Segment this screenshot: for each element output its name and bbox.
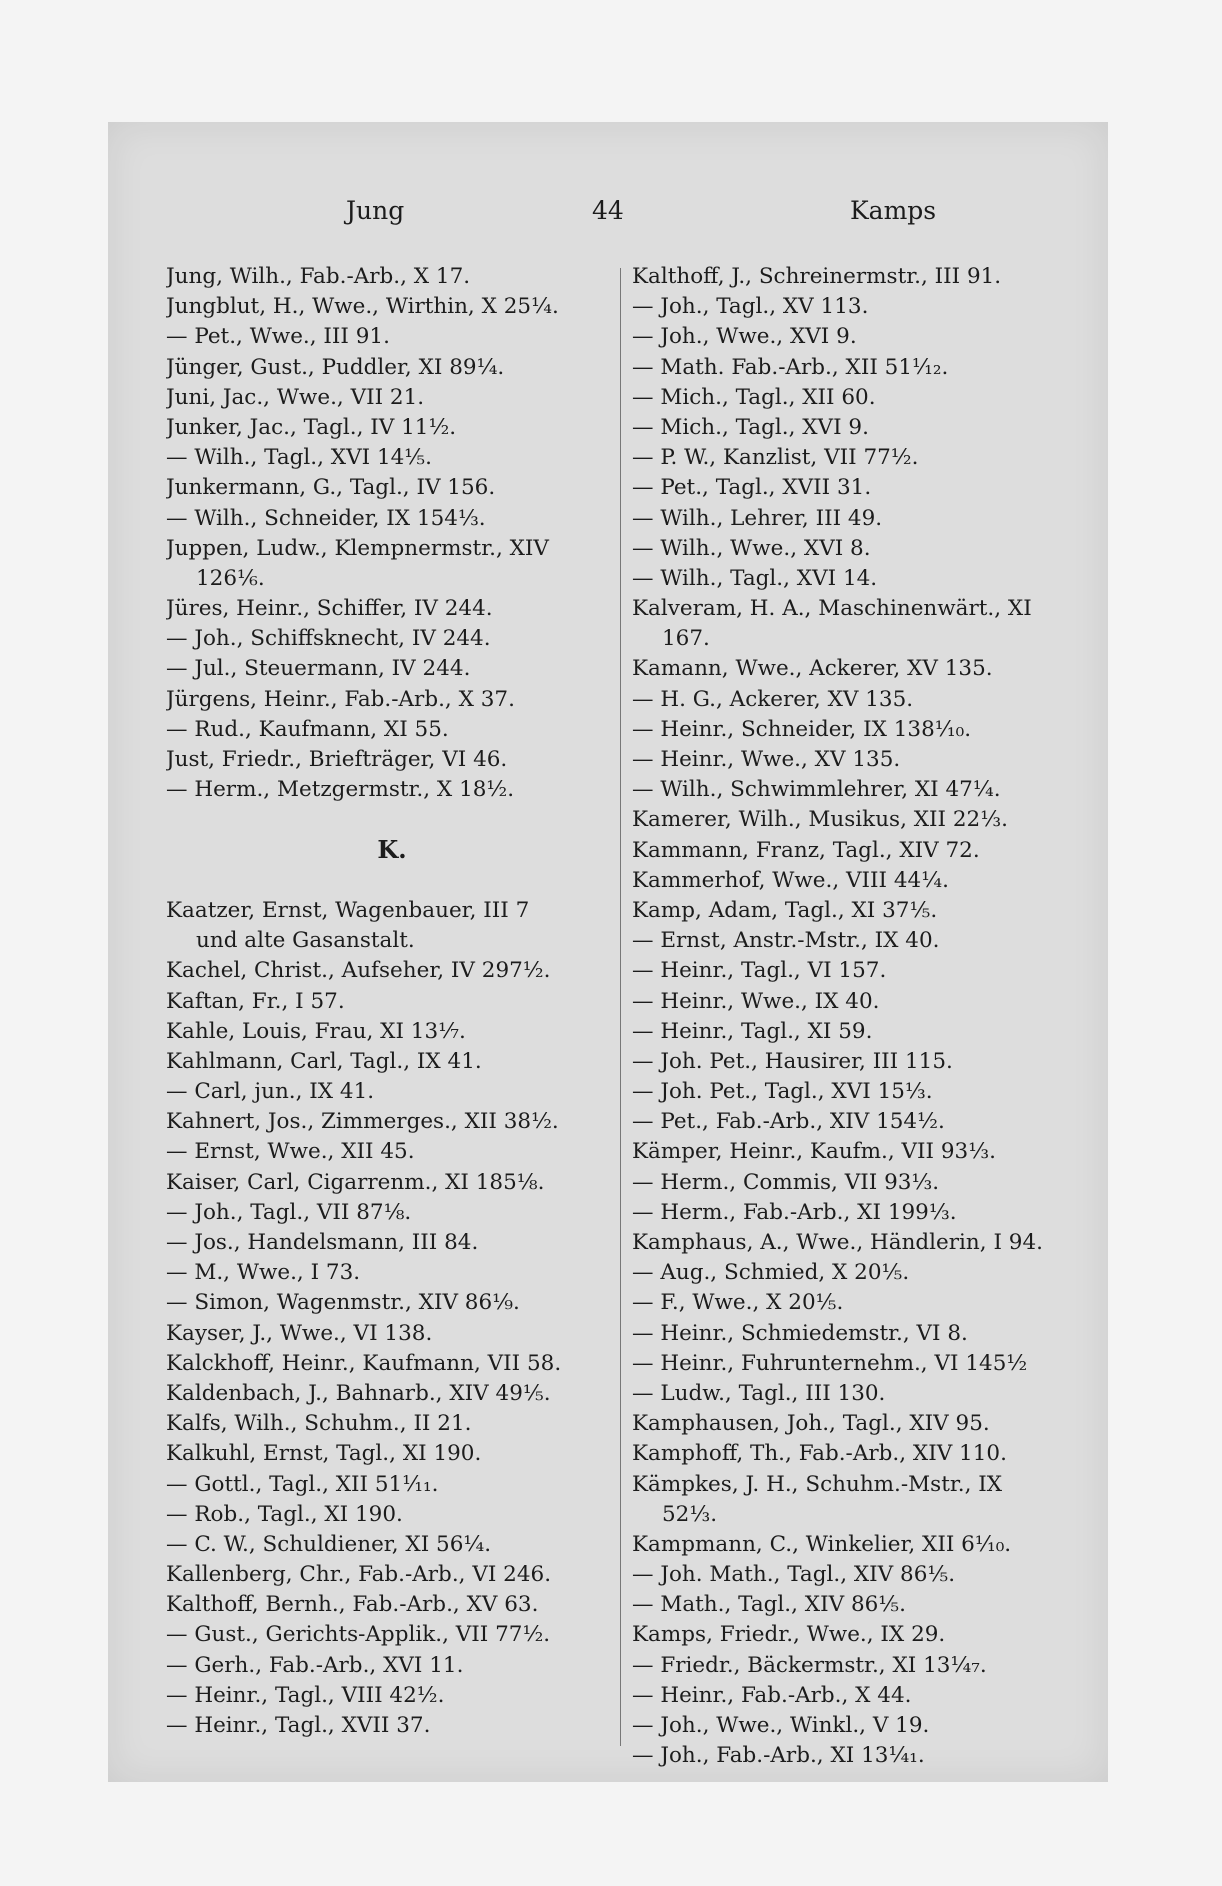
left-column-entry: Kalckhoff, Heinr., Kaufmann, VII 58. xyxy=(166,1350,562,1376)
left-column-entry: Kalthoff, Bernh., Fab.-Arb., XV 63. xyxy=(166,1592,539,1618)
left-column-entry: — Rud., Kaufmann, XI 55. xyxy=(166,716,449,742)
left-column-entry: — Gottl., Tagl., XII 51¹⁄₁₁. xyxy=(166,1471,439,1497)
left-column-entry: Kaftan, Fr., I 57. xyxy=(166,988,345,1014)
right-column-entry: — Joh., Tagl., XV 113. xyxy=(632,294,869,320)
right-column-entry: — Pet., Fab.-Arb., XIV 154½. xyxy=(632,1109,945,1135)
right-column-entry: — Joh., Wwe., XVI 9. xyxy=(632,324,857,350)
right-column-entry: — Wilh., Lehrer, III 49. xyxy=(632,505,883,531)
left-column xyxy=(166,262,618,1741)
right-column-entry: — Friedr., Bäckermstr., XI 13¹⁄₄₇. xyxy=(632,1652,987,1678)
right-column-entry: — Joh., Fab.-Arb., XI 13¹⁄₄₁. xyxy=(632,1743,925,1769)
right-column-entry: — Heinr., Schmiedemstr., VI 8. xyxy=(632,1320,968,1346)
left-column-entry: Junker, Jac., Tagl., IV 11½. xyxy=(166,414,457,440)
right-column-entry: — Wilh., Schwimmlehrer, XI 47¼. xyxy=(632,777,1001,803)
right-column-entry: — Heinr., Wwe., IX 40. xyxy=(632,988,880,1014)
right-column-entry: — Herm., Commis, VII 93⅓. xyxy=(632,1169,940,1195)
right-column-entry: Kamp, Adam, Tagl., XI 37⅕. xyxy=(632,897,938,923)
right-column-entry: Kämpkes, J. H., Schuhm.-Mstr., IX xyxy=(632,1471,1003,1497)
right-column-entry: — Joh. Pet., Tagl., XVI 15⅓. xyxy=(632,1079,933,1105)
left-column-entry: — Gerh., Fab.-Arb., XVI 11. xyxy=(166,1652,464,1678)
left-column-entry: — Ernst, Wwe., XII 45. xyxy=(166,1139,415,1165)
column-divider xyxy=(620,268,621,1746)
right-column xyxy=(632,262,1082,1771)
left-column-entry: — Pet., Wwe., III 91. xyxy=(166,324,390,350)
right-column-entry: — P. W., Kanzlist, VII 77½. xyxy=(632,445,919,471)
left-column-entry: — Jos., Handelsmann, III 84. xyxy=(166,1230,479,1256)
right-column-entry: 52⅓. xyxy=(662,1501,718,1527)
left-column-entry: — Wilh., Schneider, IX 154⅓. xyxy=(166,505,486,531)
left-column-entry: Kachel, Christ., Aufseher, IV 297½. xyxy=(166,958,551,984)
left-column-entry: Jung, Wilh., Fab.-Arb., X 17. xyxy=(166,264,471,289)
right-column-entry: — Ludw., Tagl., III 130. xyxy=(632,1380,886,1406)
section-letter: K. xyxy=(377,835,407,865)
left-column-entry: — Herm., Metzgermstr., X 18½. xyxy=(166,777,515,803)
right-column-entry: — Mich., Tagl., XII 60. xyxy=(632,384,876,410)
left-column-entry: — C. W., Schuldiener, XI 56¼. xyxy=(166,1531,492,1557)
left-column-entry: — Heinr., Tagl., XVII 37. xyxy=(166,1713,431,1739)
left-column-entry: Jungblut, H., Wwe., Wirthin, X 25¼. xyxy=(166,294,559,320)
left-column-entry: Just, Friedr., Briefträger, VI 46. xyxy=(166,747,508,772)
right-column-entry: — Wilh., Tagl., XVI 14. xyxy=(632,565,878,591)
left-column-entry: Junkermann, G., Tagl., IV 156. xyxy=(166,475,496,501)
right-column-entry: Kalthoff, J., Schreinermstr., III 91. xyxy=(632,264,1002,289)
right-column-entry: — Joh., Wwe., Winkl., V 19. xyxy=(632,1713,930,1738)
left-column-entry: Jünger, Gust., Puddler, XI 89¼. xyxy=(166,354,505,380)
right-column-entry: — Heinr., Fab.-Arb., X 44. xyxy=(632,1682,912,1708)
right-column-entry: — Joh. Pet., Hausirer, III 115. xyxy=(632,1048,953,1074)
left-column-entry: — Rob., Tagl., XI 190. xyxy=(166,1501,403,1527)
left-column-entry: Kalkuhl, Ernst, Tagl., XI 190. xyxy=(166,1441,482,1467)
right-column-entry: — Heinr., Wwe., XV 135. xyxy=(632,747,901,772)
right-column-entry: — Heinr., Fuhrunternehm., VI 145½ xyxy=(632,1350,1028,1376)
left-column-entry: — Simon, Wagenmstr., XIV 86⅑. xyxy=(166,1290,520,1316)
header-left-keyword: Jung xyxy=(346,196,405,225)
right-column-entry: Kampmann, C., Winkelier, XII 6⅒. xyxy=(632,1531,1012,1557)
right-column-entry: — H. G., Ackerer, XV 135. xyxy=(632,686,914,712)
left-column-entry: Kallenberg, Chr., Fab.-Arb., VI 246. xyxy=(166,1562,552,1588)
right-column-entry: — Aug., Schmied, X 20⅕. xyxy=(632,1260,910,1286)
left-column-entry: und alte Gasanstalt. xyxy=(196,928,415,954)
left-column-entry: Kaldenbach, J., Bahnarb., XIV 49⅕. xyxy=(166,1380,551,1406)
right-column-entry: Kammann, Franz, Tagl., XIV 72. xyxy=(632,837,980,863)
right-column-entry: Kamann, Wwe., Ackerer, XV 135. xyxy=(632,656,993,682)
right-column-entry: — Heinr., Tagl., XI 59. xyxy=(632,1018,873,1044)
left-column-entry: Jürgens, Heinr., Fab.-Arb., X 37. xyxy=(166,686,515,712)
right-column-entry: — Heinr., Tagl., VI 157. xyxy=(632,958,887,984)
header-right-keyword: Kamps xyxy=(850,196,937,225)
right-column-entry: — Math., Tagl., XIV 86⅕. xyxy=(632,1592,906,1618)
left-column-entry: Kahlmann, Carl, Tagl., IX 41. xyxy=(166,1048,482,1074)
right-column-entry: Kamerer, Wilh., Musikus, XII 22⅓. xyxy=(632,807,1008,833)
right-column-entry: — Herm., Fab.-Arb., XI 199⅓. xyxy=(632,1199,957,1225)
left-column-entry: — Joh., Tagl., VII 87⅛. xyxy=(166,1199,412,1225)
right-column-entry: Kammerhof, Wwe., VIII 44¼. xyxy=(632,867,949,893)
left-column-entry: Kaiser, Carl, Cigarrenm., XI 185⅛. xyxy=(166,1169,545,1195)
left-column-entry: — Gust., Gerichts-Applik., VII 77½. xyxy=(166,1622,551,1648)
right-column-entry: — Pet., Tagl., XVII 31. xyxy=(632,475,872,501)
right-column-entry: — Heinr., Schneider, IX 138⅒. xyxy=(632,716,972,742)
left-column-entry: — M., Wwe., I 73. xyxy=(166,1260,361,1286)
page-header xyxy=(108,196,1108,236)
left-column-entry: Kahnert, Jos., Zimmerges., XII 38½. xyxy=(166,1109,559,1135)
right-column-entry: — Mich., Tagl., XVI 9. xyxy=(632,414,869,440)
right-column-entry: Kalveram, H. A., Maschinenwärt., XI xyxy=(632,596,1032,622)
left-column-entry: — Jul., Steuermann, IV 244. xyxy=(166,656,471,682)
right-column-entry: — F., Wwe., X 20⅕. xyxy=(632,1290,844,1316)
left-column-entry: 126⅙. xyxy=(196,565,265,591)
right-column-entry: — Ernst, Anstr.-Mstr., IX 40. xyxy=(632,928,940,954)
right-column-entry: — Joh. Math., Tagl., XIV 86⅕. xyxy=(632,1562,956,1588)
right-column-entry: — Wilh., Wwe., XVI 8. xyxy=(632,535,871,561)
page-number: 44 xyxy=(592,196,624,225)
left-column-entry: — Joh., Schiffsknecht, IV 244. xyxy=(166,626,491,652)
left-column-entry: Kaatzer, Ernst, Wagenbauer, III 7 xyxy=(166,897,530,923)
right-column-entry: Kämper, Heinr., Kaufm., VII 93⅓. xyxy=(632,1139,996,1165)
right-column-entry: — Math. Fab.-Arb., XII 51¹⁄₁₂. xyxy=(632,354,949,380)
right-column-entry: 167. xyxy=(662,626,710,652)
left-column-entry: — Wilh., Tagl., XVI 14⅕. xyxy=(166,445,432,471)
left-column-entry: — Heinr., Tagl., VIII 42½. xyxy=(166,1682,445,1708)
left-column-entry: Juni, Jac., Wwe., VII 21. xyxy=(166,384,425,410)
left-column-entry: Jüres, Heinr., Schiffer, IV 244. xyxy=(166,596,493,622)
left-column-entry: Kalfs, Wilh., Schuhm., II 21. xyxy=(166,1411,472,1437)
left-column-entry: Juppen, Ludw., Klempnermstr., XIV xyxy=(166,535,549,561)
right-column-entry: Kamps, Friedr., Wwe., IX 29. xyxy=(632,1622,946,1648)
left-column-entry: Kayser, J., Wwe., VI 138. xyxy=(166,1320,433,1346)
right-column-entry: Kamphaus, A., Wwe., Händlerin, I 94. xyxy=(632,1230,1043,1255)
left-column-entry: Kahle, Louis, Frau, XI 13⅐. xyxy=(166,1018,466,1044)
right-column-entry: Kamphoff, Th., Fab.-Arb., XIV 110. xyxy=(632,1441,1007,1467)
left-column-entry: — Carl, jun., IX 41. xyxy=(166,1079,375,1105)
right-column-entry: Kamphausen, Joh., Tagl., XIV 95. xyxy=(632,1411,990,1437)
